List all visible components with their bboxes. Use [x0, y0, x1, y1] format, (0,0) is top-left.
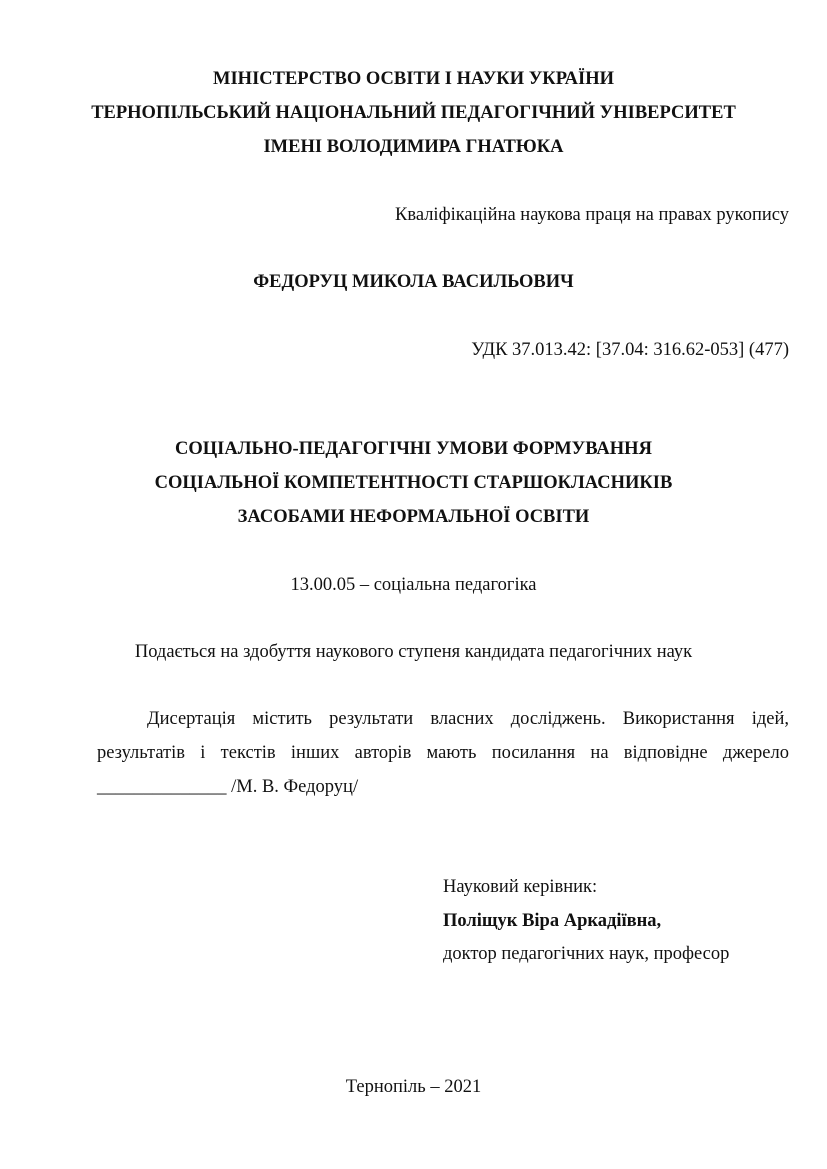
udc-code: УДК 37.013.42: [37.04: 316.62-053] (477) [471, 340, 789, 360]
manuscript-note: Кваліфікаційна наукова праця на правах рукопису [395, 205, 789, 225]
author-name: ФЕДОРУЦ МИКОЛА ВАСИЛЬОВИЧ [253, 272, 574, 292]
university-heading: ТЕРНОПІЛЬСЬКИЙ НАЦІОНАЛЬНИЙ ПЕДАГОГІЧНИЙ УНІВЕРСИТЕТ [91, 103, 736, 123]
supervisor-name: Поліщук Віра Аркадіївна, [443, 911, 662, 931]
specialty: 13.00.05 – соціальна педагогіка [290, 575, 537, 595]
thesis-title-line-2: СОЦІАЛЬНОЇ КОМПЕТЕНТНОСТІ СТАРШОКЛАСНИКІВ [154, 473, 673, 493]
supervisor-label: Науковий керівник: [443, 877, 598, 897]
thesis-title-line-1: СОЦІАЛЬНО-ПЕДАГОГІЧНІ УМОВИ ФОРМУВАННЯ [175, 439, 652, 459]
thesis-title-line-3: ЗАСОБАМИ НЕФОРМАЛЬНОЇ ОСВІТИ [237, 507, 590, 527]
supervisor-credentials: доктор педагогічних наук, професор [443, 944, 730, 964]
declaration-line-2: результатів і текстів інших авторів мають посилання на відповідне джерело [97, 743, 789, 763]
declaration-line-1: Дисертація містить результати власних досліджень. Використання ідей, [147, 709, 789, 729]
signature-line: ______________ /М. В. Федоруц/ [97, 777, 359, 797]
place-and-year: Тернопіль – 2021 [345, 1077, 482, 1097]
degree-statement: Подається на здобуття наукового ступеня кандидата педагогічних наук [134, 642, 693, 662]
ministry-heading: МІНІСТЕРСТВО ОСВІТИ І НАУКИ УКРАЇНИ [213, 69, 614, 89]
university-name-heading: ІМЕНІ ВОЛОДИМИРА ГНАТЮКА [263, 137, 564, 157]
